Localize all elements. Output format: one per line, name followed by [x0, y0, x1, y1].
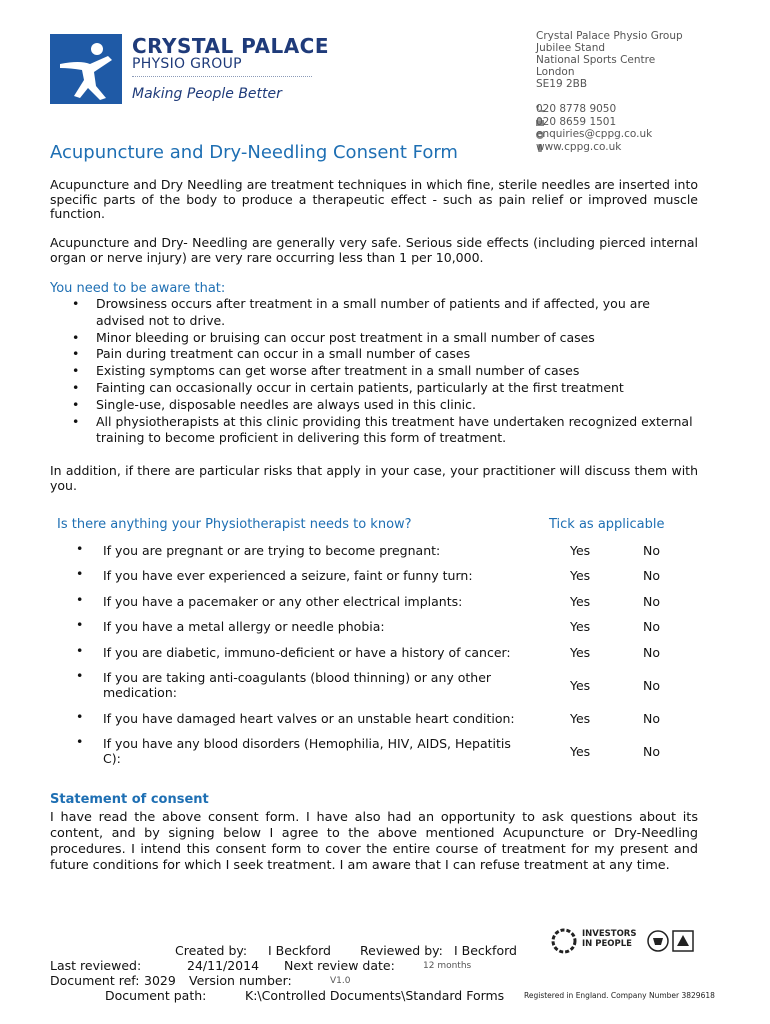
reviewed-by-label: Reviewed by:: [360, 943, 443, 958]
fax-number: 020 8659 1501: [536, 115, 617, 128]
bullet-icon: •: [76, 566, 84, 581]
yes-option[interactable]: Yes: [570, 543, 591, 558]
logo-divider: [132, 76, 312, 77]
logo-subtitle: PHYSIO GROUP: [132, 56, 242, 72]
address-block: [536, 30, 683, 90]
tick-heading: Tick as applicable: [549, 517, 665, 532]
created-by-label: Created by:: [175, 943, 248, 958]
no-option[interactable]: No: [643, 678, 660, 693]
questions-heading: Is there anything your Physiotherapist needs to know?: [57, 517, 412, 532]
no-option[interactable]: No: [643, 543, 660, 558]
yes-option[interactable]: Yes: [570, 568, 591, 583]
list-item: • Minor bleeding or bruising can occur post treatment in a small number of cases: [72, 329, 595, 345]
yes-option[interactable]: Yes: [570, 711, 591, 726]
bullet-icon: •: [72, 379, 80, 395]
question-text: If you have a pacemaker or any other electrical implants:: [103, 594, 463, 609]
yes-option[interactable]: Yes: [570, 619, 591, 634]
reviewed-by-value: I Beckford: [454, 943, 517, 958]
bullet-icon: •: [76, 541, 84, 556]
bullet-icon: •: [76, 668, 84, 683]
list-item: • Fainting can occasionally occur in certain patients, particularly at the first treatment: [72, 379, 624, 395]
version-value: V1.0: [330, 976, 351, 986]
logo-title: CRYSTAL PALACE: [132, 34, 330, 58]
address-line: Jubilee Stand: [536, 42, 606, 54]
bullet-icon: •: [72, 296, 80, 311]
awareness-heading: You need to be aware that:: [50, 281, 226, 296]
bullet-icon: •: [72, 346, 80, 362]
question-text: If you are pregnant or are trying to become pregnant:: [103, 543, 441, 558]
question-text: If you have any blood disorders (Hemophilia, HIV, AIDS, Hepatitis C):: [103, 736, 511, 766]
intro-paragraph-1: Acupuncture and Dry Needling are treatment techniques in which fine, sterile needles are inserted into specific parts of the body to produce a therapeutic effect - such as pain relief or improved muscle function.: [50, 177, 698, 221]
no-option[interactable]: No: [643, 711, 660, 726]
version-label: Version number:: [189, 973, 292, 988]
bullet-icon: •: [72, 363, 80, 379]
iip-line-2: IN PEOPLE: [582, 939, 632, 949]
bullet-icon: •: [76, 709, 84, 724]
list-item: • Drowsiness occurs after treatment in a small number of patients and if affected, you are advised not to drive.: [72, 296, 650, 328]
list-item: • Existing symptoms can get worse after treatment in a small number of cases: [72, 363, 580, 379]
laurel-icon: [549, 926, 579, 956]
running-figure-icon: [50, 34, 122, 104]
no-option[interactable]: No: [643, 645, 660, 660]
bullet-icon: •: [72, 329, 80, 345]
logo-tagline: Making People Better: [132, 86, 282, 102]
no-option[interactable]: No: [643, 594, 660, 609]
iip-line-1: INVESTORS: [582, 929, 637, 939]
list-item: • Single-use, disposable needles are always used in this clinic.: [72, 396, 476, 412]
doc-ref-value: 3029: [144, 973, 176, 988]
no-option[interactable]: No: [643, 744, 660, 759]
address-line: SE19 2BB: [536, 78, 588, 90]
address-line: Crystal Palace Physio Group: [536, 30, 683, 42]
address-line: London: [536, 66, 575, 78]
address-line: National Sports Centre: [536, 54, 656, 66]
question-text: If you are diabetic, immuno-deficient or have a history of cancer:: [103, 645, 511, 660]
company-logo: [50, 34, 330, 106]
created-by-value: I Beckford: [268, 943, 331, 958]
yes-option[interactable]: Yes: [570, 645, 591, 660]
last-reviewed-value: 24/11/2014: [187, 958, 260, 973]
doc-path-value: K:\Controlled Documents\Standard Forms: [245, 988, 505, 1003]
website-link[interactable]: www.cppg.co.uk: [536, 140, 622, 153]
question-text: If you have damaged heart valves or an unstable heart condition:: [103, 711, 515, 726]
yes-option[interactable]: Yes: [570, 744, 591, 759]
bullet-icon: •: [76, 734, 84, 749]
bullet-icon: •: [76, 643, 84, 658]
email-link[interactable]: enquiries@cppg.co.uk: [536, 128, 653, 140]
next-review-label: Next review date:: [284, 958, 395, 973]
doc-ref-label: Document ref:: [50, 973, 140, 988]
bullet-icon: •: [72, 413, 80, 429]
yes-option[interactable]: Yes: [570, 594, 591, 609]
intro-paragraph-2: Acupuncture and Dry- Needling are generally very safe. Serious side effects (including pierced internal organ or nerve injury) are very rare occurring less than 1 per 10,000.: [50, 235, 698, 265]
consent-paragraph: I have read the above consent form. I have also had an opportunity to ask questions about its content, and by signing below I agree to the above mentioned Acupuncture or Dry-Needling procedures. I intend this consent form to cover the entire course of treatment for my present and future conditions for which I seek treatment. I am aware that I can refuse treatment at any time.: [50, 810, 698, 873]
registration-notice: Registered in England. Company Number 3829618: [524, 991, 715, 1000]
last-reviewed-label: Last reviewed:: [50, 958, 142, 973]
no-option[interactable]: No: [643, 568, 660, 583]
contact-block: [536, 103, 652, 153]
page-title: Acupuncture and Dry-Needling Consent Form: [50, 142, 458, 163]
phone-number: 020 8778 9050: [536, 103, 617, 115]
question-text: If you are taking anti-coagulants (blood thinning) or any other medication:: [103, 670, 492, 700]
doc-path-label: Document path:: [105, 988, 207, 1003]
question-text: If you have a metal allergy or needle phobia:: [103, 619, 385, 634]
question-text: If you have ever experienced a seizure, faint or funny turn:: [103, 568, 473, 583]
consent-heading: Statement of consent: [50, 792, 209, 807]
bullet-icon: •: [76, 592, 84, 607]
bullet-icon: •: [76, 617, 84, 632]
yes-option[interactable]: Yes: [570, 678, 591, 693]
bullet-icon: •: [72, 396, 80, 412]
next-review-value: 12 months: [423, 961, 472, 971]
list-item: • Pain during treatment can occur in a small number of cases: [72, 346, 471, 362]
certification-badges-icon: [647, 930, 695, 952]
addition-paragraph: In addition, if there are particular risks that apply in your case, your practitioner will discuss them with you.: [50, 463, 698, 493]
list-item: • All physiotherapists at this clinic providing this treatment have undertaken recognized external training to become proficient in delivering this form of treatment.: [72, 413, 693, 446]
awareness-list: [62, 296, 702, 447]
no-option[interactable]: No: [643, 619, 660, 634]
investors-in-people-logo: [549, 926, 699, 956]
